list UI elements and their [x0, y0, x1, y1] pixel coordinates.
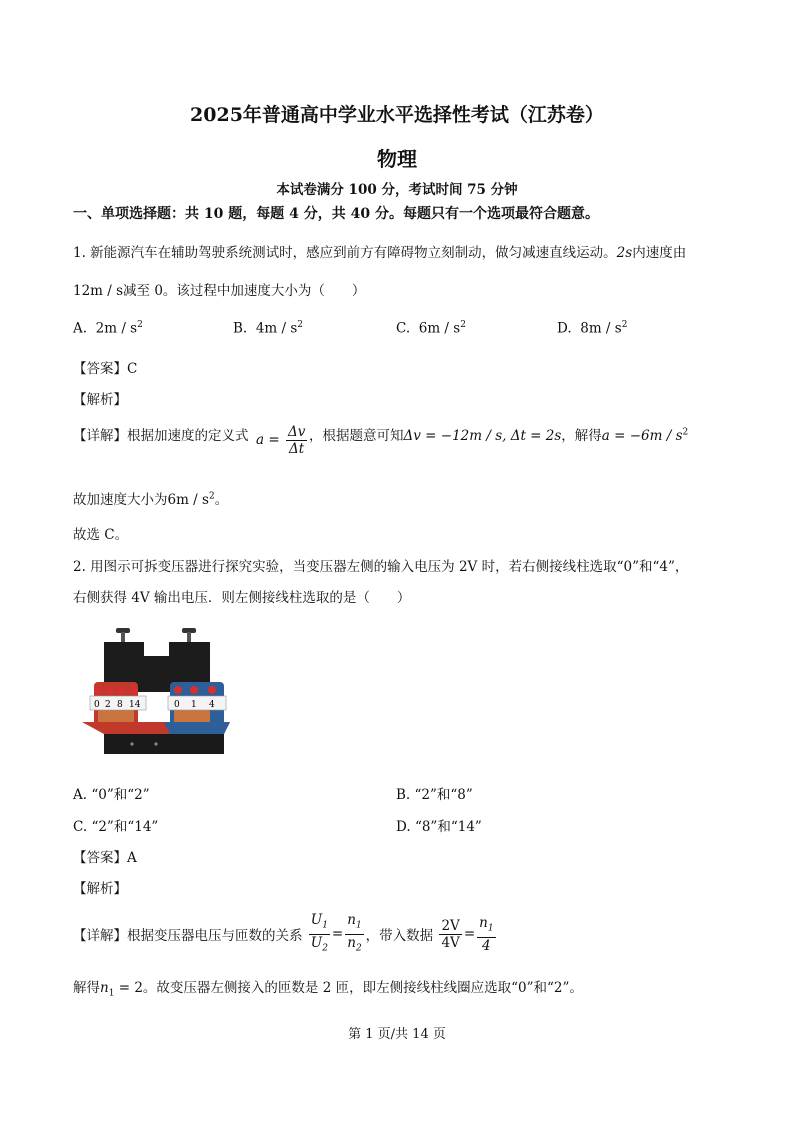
solve-text: 解得 — [73, 980, 100, 996]
option-value: “0”和“2” — [91, 787, 150, 803]
option-sup: 2 — [460, 320, 466, 330]
detail-mid: ，根据题意可知 — [309, 428, 404, 444]
transformer-figure — [74, 622, 234, 762]
detail-prefix: 【详解】根据加速度的定义式 — [73, 428, 249, 444]
solve-var: n — [100, 980, 109, 996]
terminal-label: 14 — [129, 700, 141, 710]
q1-stem-text-b: 内速度由 — [632, 245, 687, 261]
terminal-label: 4 — [209, 700, 215, 710]
numerator: Δv — [287, 424, 306, 440]
q1-option-d — [557, 320, 627, 337]
q2-answer: 【答案】A — [73, 850, 137, 866]
q1-stem-line2 — [73, 279, 365, 299]
terminals-right — [174, 686, 216, 694]
q1-stem-text-c: 减至 0。该过程中加速度大小为（ ） — [123, 283, 366, 299]
page-footer: 第 1 页/共 14 页 — [348, 1027, 446, 1042]
conclusion-value: 6m / s — [167, 492, 209, 508]
conclusion-end: 。 — [214, 492, 229, 508]
detail-values: Δv = −12m / s, Δt = 2s — [403, 428, 562, 444]
option-label: C. — [73, 819, 88, 835]
q1-time: 2s — [616, 245, 633, 261]
exam-title: 2025年普通高中学业水平选择性考试（江苏卷） — [190, 104, 604, 126]
q2-option-c — [73, 815, 158, 835]
solve-eq: = 2 — [114, 980, 143, 996]
base-black — [104, 734, 224, 754]
q1-detail-mid — [309, 424, 688, 444]
detail-mid: ，带入数据 — [365, 928, 434, 945]
q1-option-c — [396, 320, 466, 337]
numerator: 2V — [441, 917, 460, 934]
detail-sep: ，解得 — [561, 428, 602, 444]
fraction-n4 — [477, 915, 495, 954]
denominator: $n_2$ — [347, 934, 362, 954]
option-sup: 2 — [621, 320, 628, 330]
option-sup: 2 — [297, 320, 303, 330]
q1-choose: 故选 C。 — [73, 527, 129, 543]
option-label: A. — [73, 787, 88, 803]
base-blue — [164, 722, 230, 734]
option-value: “8”和“14” — [414, 819, 482, 835]
fraction-v — [439, 918, 461, 951]
option-value: 4m / s — [255, 320, 298, 337]
q1-option-b — [233, 320, 303, 337]
option-sup: 2 — [137, 320, 143, 330]
q2-stem-line1: 2. 用图示可拆变压器进行探究实验，当变压器左侧的输入电压为 2V 时，若右侧接线柱选取“0”和“4”， — [73, 559, 689, 575]
conclusion-sup: 2 — [208, 491, 215, 502]
option-label: A. — [73, 320, 88, 337]
q2-option-a — [73, 783, 150, 803]
terminal-label: 1 — [191, 700, 197, 710]
q1-formula — [256, 424, 309, 457]
knob-left-stem — [121, 632, 125, 642]
option-label: B. — [233, 320, 248, 337]
knob-right-stem — [187, 632, 191, 642]
option-value: “2”和“14” — [91, 819, 159, 835]
solve-text-b: 。故变压器左侧接入的匝数是 2 匝，即左侧接线柱线圈应选取“0”和“2”。 — [142, 980, 583, 996]
q2-analysis: 【解析】 — [73, 881, 127, 897]
q1-answer: 【答案】C — [73, 361, 138, 377]
terminal-label: 8 — [117, 700, 123, 710]
option-label: B. — [396, 787, 411, 803]
formula-lhs: a = — [256, 432, 280, 448]
fraction-u — [309, 912, 330, 956]
terminal-label: 2 — [105, 700, 111, 710]
q1-option-a — [73, 320, 143, 337]
q1-stem-line1 — [73, 241, 686, 261]
q1-analysis: 【解析】 — [73, 392, 127, 408]
option-label: C. — [396, 320, 411, 337]
numerator: $n_1$ — [477, 915, 495, 938]
detail-result-sup: 2 — [682, 427, 689, 438]
option-value: 6m / s — [418, 320, 461, 337]
q1-conclusion — [73, 488, 228, 508]
conclusion-text: 故加速度大小为 — [73, 492, 168, 508]
exam-info: 本试卷满分 100 分，考试时间 75 分钟 — [276, 182, 518, 198]
q2-stem-line2: 右侧获得 4V 输出电压．则左侧接线柱选取的是（ ） — [73, 590, 411, 606]
subject-title: 物理 — [377, 147, 417, 171]
transformer-illustration — [74, 622, 234, 762]
numerator: $U_1$ — [309, 912, 330, 935]
q2-option-b — [396, 783, 473, 803]
q1-stem-text: 1. 新能源汽车在辅助驾驶系统测试时，感应到前方有障碍物立刻制动，做匀减速直线运动。 — [73, 245, 617, 261]
denominator: $U_2$ — [310, 934, 328, 954]
option-label: D. — [557, 320, 572, 337]
fraction-n — [345, 912, 363, 956]
q1-detail — [73, 424, 249, 444]
q2-detail: 【详解】根据变压器电压与匝数的关系 $\frac{U_1}{U_2}$ = $\frac{n_1}{n_2}$ ，带入数据 $\frac{2V}{4V}$ = $\frac{n_1}{4}$ — [73, 912, 498, 956]
denominator: Δt — [289, 441, 305, 457]
section-heading: 一、单项选择题：共 10 题，每题 4 分，共 40 分。每题只有一个选项最符合题意。 — [73, 206, 599, 222]
option-value: “2”和“8” — [414, 787, 473, 803]
option-value: 2m / s — [95, 320, 138, 337]
terminal-label: 0 — [174, 700, 180, 710]
denominator: 4 — [482, 937, 491, 954]
option-value: 8m / s — [580, 320, 622, 337]
q2-solution — [73, 976, 583, 999]
terminal-label: 0 — [94, 700, 100, 710]
q2-option-d — [396, 815, 482, 835]
denominator: 4V — [441, 934, 460, 951]
fraction — [286, 424, 307, 457]
detail-result: a = −6m / s — [601, 428, 683, 444]
numerator: $n_1$ — [345, 912, 363, 935]
solve-var-sub: 1 — [108, 988, 115, 999]
option-label: D. — [396, 819, 411, 835]
q1-speed: 12m / s — [73, 283, 124, 299]
detail-prefix: 【详解】根据变压器电压与匝数的关系 — [73, 928, 303, 945]
